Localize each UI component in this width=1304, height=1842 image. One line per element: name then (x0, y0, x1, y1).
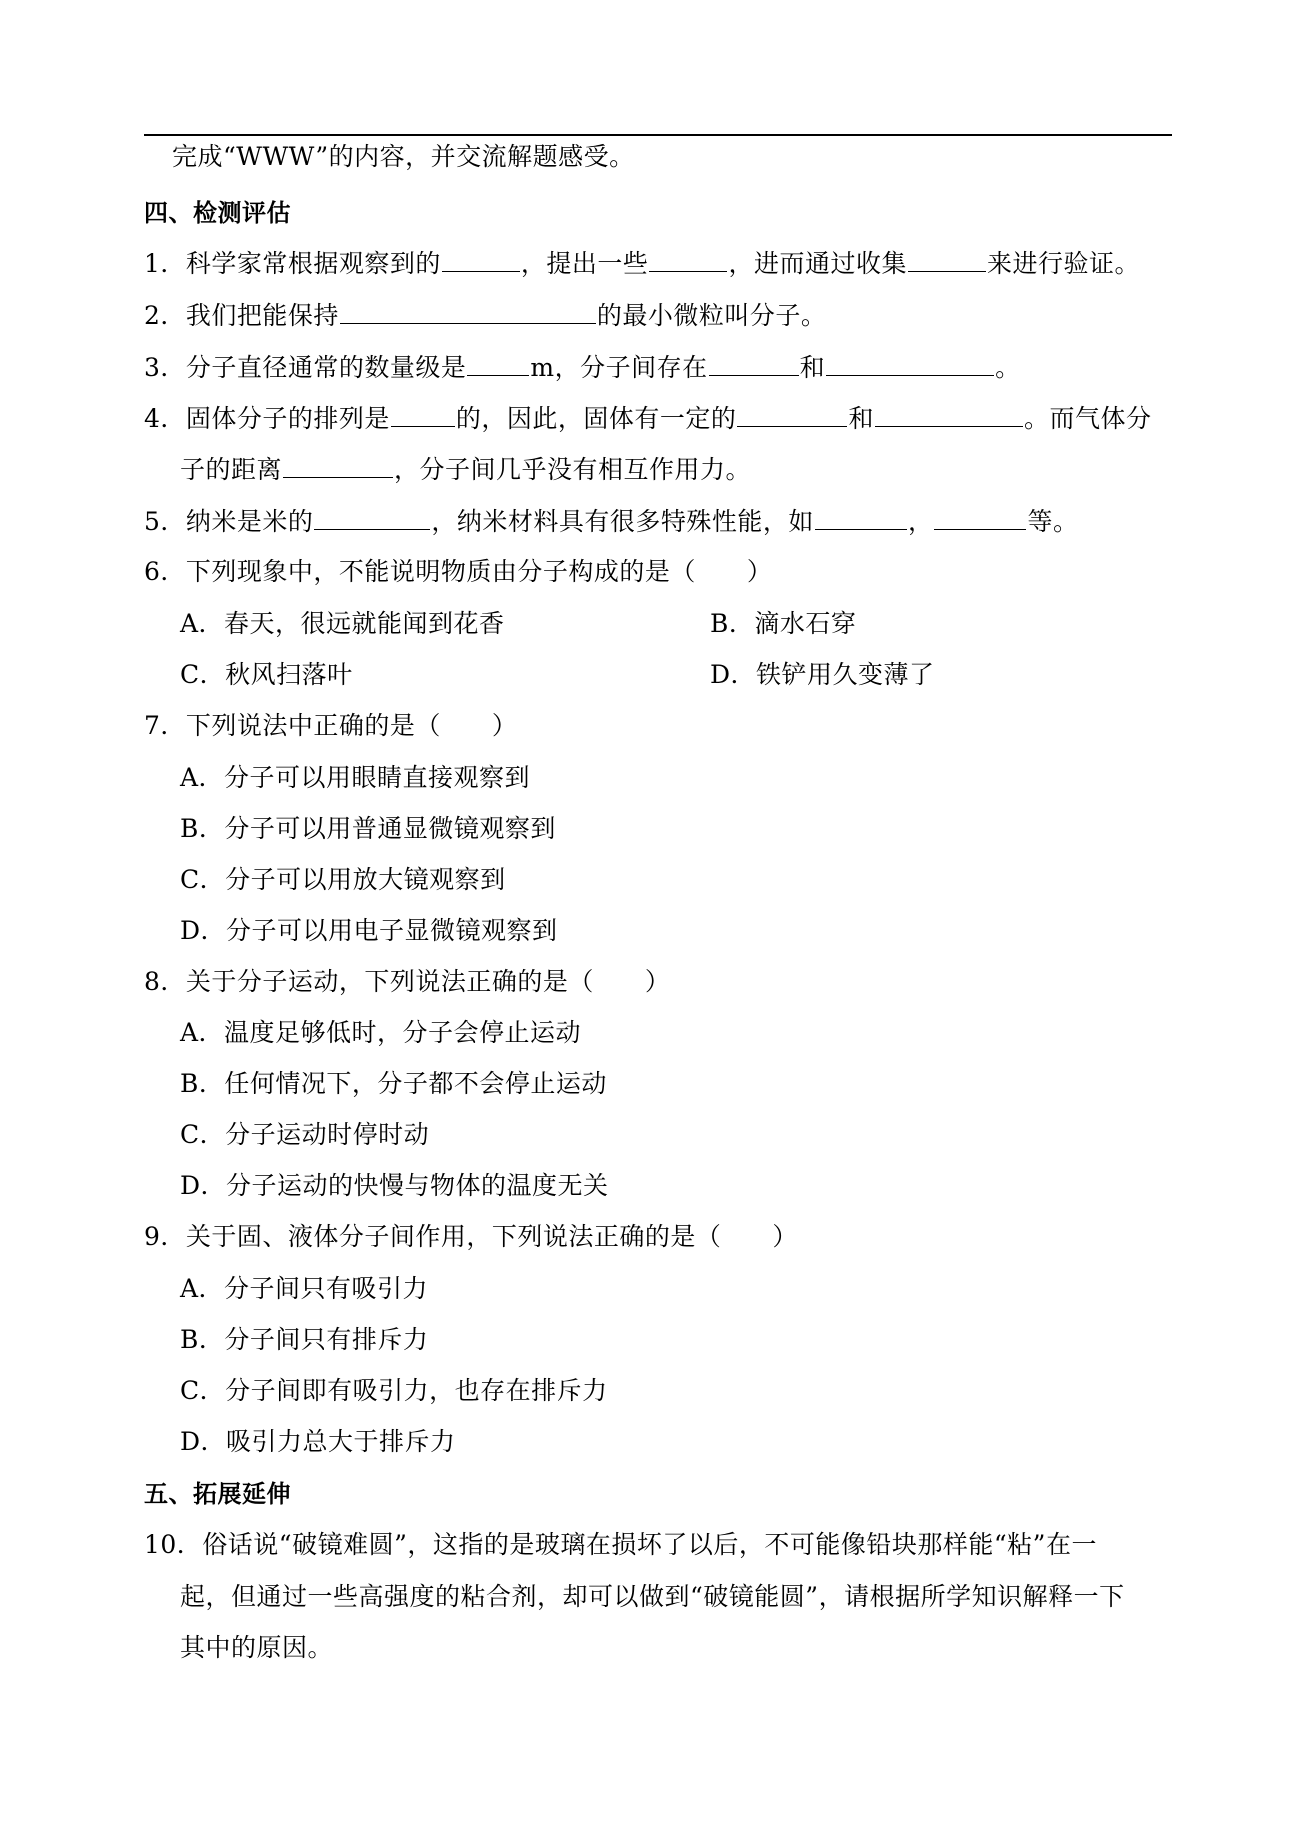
header-rule (144, 134, 1172, 136)
blank[interactable] (314, 504, 430, 530)
question-1: 1．科学家常根据观察到的 ，提出一些 ，进而通过收集 来进行验证。 (144, 246, 1140, 281)
question-3: 3．分子直径通常的数量级是 m，分子间存在 和 。 (144, 350, 1021, 385)
question-10-line-1: 10．俗话说“破镜难圆”，这指的是玻璃在损坏了以后，不可能像铅块那样能“粘”在一 (144, 1530, 1097, 1559)
blank[interactable] (340, 298, 596, 324)
option-C[interactable]: C．分子间即有吸引力，也存在排斥力 (180, 1376, 608, 1405)
question-10-line-3: 其中的原因。 (180, 1633, 334, 1662)
option-C[interactable]: C．秋风扫落叶 (180, 660, 353, 689)
option-A[interactable]: A．春天，很远就能闻到花香 (180, 609, 505, 638)
option-C[interactable]: C．分子可以用放大镜观察到 (180, 865, 506, 894)
intro-text: 完成“WWW”的内容，并交流解题感受。 (172, 142, 635, 171)
option-D[interactable]: D．吸引力总大于排斥力 (180, 1427, 456, 1456)
blank[interactable] (908, 246, 986, 272)
question-4-line-1: 4．固体分子的排列是 的，因此，固体有一定的 和 。而气体分 (144, 401, 1151, 436)
option-C[interactable]: C．分子运动时停时动 (180, 1120, 430, 1149)
option-D[interactable]: D．分子可以用电子显微镜观察到 (180, 916, 558, 945)
question-10-line-2: 起，但通过一些高强度的粘合剂，却可以做到“破镜能圆”，请根据所学知识解释一下 (180, 1582, 1125, 1611)
blank[interactable] (442, 246, 520, 272)
option-A[interactable]: A．温度足够低时，分子会停止运动 (180, 1018, 582, 1047)
question-8-stem: 8．关于分子运动，下列说法正确的是（ ） (144, 967, 671, 996)
question-9-stem: 9．关于固、液体分子间作用，下列说法正确的是（ ） (144, 1222, 798, 1251)
blank[interactable] (875, 401, 1023, 427)
question-7-stem: 7．下列说法中正确的是（ ） (144, 711, 518, 740)
blank[interactable] (709, 350, 799, 376)
option-A[interactable]: A．分子可以用眼睛直接观察到 (180, 763, 531, 792)
blank[interactable] (467, 350, 529, 376)
question-6-stem: 6．下列现象中，不能说明物质由分子构成的是（ ） (144, 557, 773, 586)
blank[interactable] (737, 401, 847, 427)
blank[interactable] (815, 504, 907, 530)
option-D[interactable]: D．铁铲用久变薄了 (710, 660, 935, 689)
option-A[interactable]: A．分子间只有吸引力 (180, 1274, 429, 1303)
blank[interactable] (826, 350, 994, 376)
blank[interactable] (283, 452, 393, 478)
question-4-line-2: 子的距离 ，分子间几乎没有相互作用力。 (180, 452, 751, 487)
section-4-heading: 四、检测评估 (144, 199, 291, 227)
section-5-heading: 五、拓展延伸 (144, 1480, 291, 1508)
blank[interactable] (934, 504, 1026, 530)
option-B[interactable]: B．分子可以用普通显微镜观察到 (180, 814, 556, 843)
option-B[interactable]: B．分子间只有排斥力 (180, 1325, 429, 1354)
option-D[interactable]: D．分子运动的快慢与物体的温度无关 (180, 1171, 609, 1200)
option-B[interactable]: B．任何情况下，分子都不会停止运动 (180, 1069, 607, 1098)
option-B[interactable]: B．滴水石穿 (710, 609, 857, 638)
question-5: 5．纳米是米的 ，纳米材料具有很多特殊性能，如 ， 等。 (144, 504, 1078, 539)
blank[interactable] (649, 246, 727, 272)
question-2: 2．我们把能保持 的最小微粒叫分子。 (144, 298, 826, 333)
blank[interactable] (391, 401, 455, 427)
